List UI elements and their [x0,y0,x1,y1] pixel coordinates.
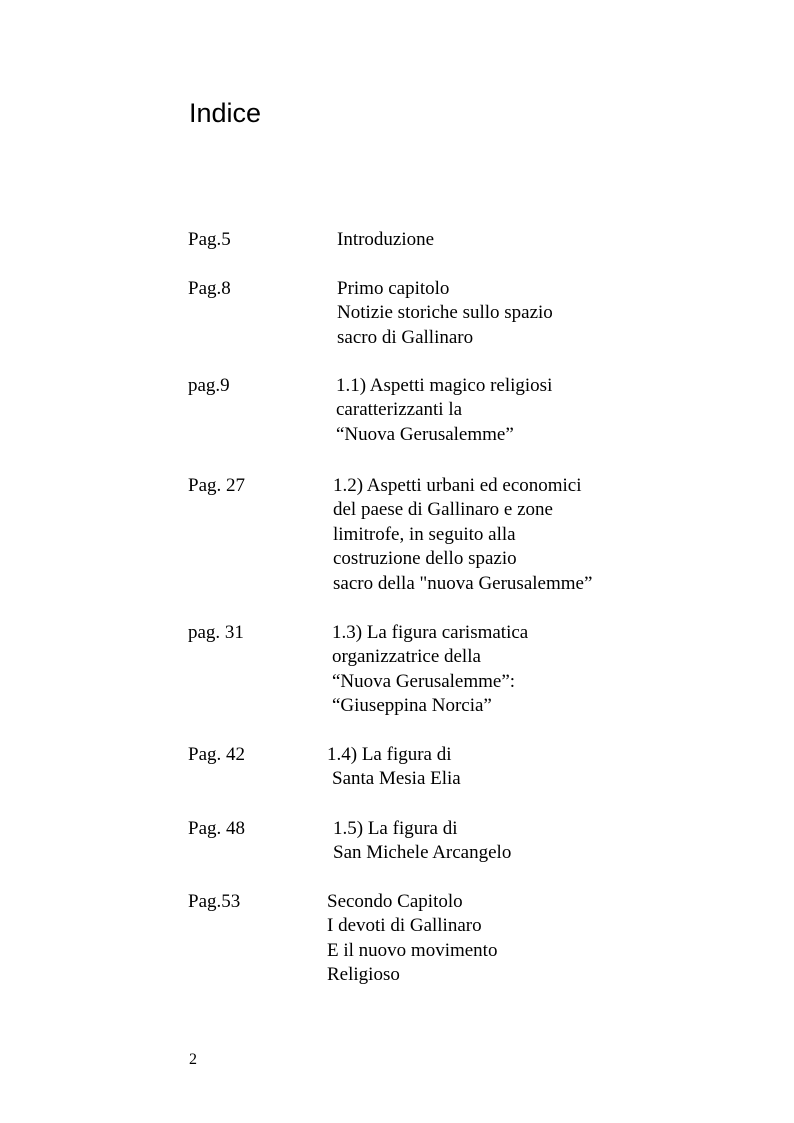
toc-page-ref: Pag.53 [188,891,241,912]
toc-entry-text [332,621,528,719]
toc-line: “Nuova Gerusalemme”: [332,670,516,692]
toc-line: Notizie storiche sullo spazio [337,302,553,324]
toc-line: caratterizzanti la [336,399,463,421]
toc-line: del paese di Gallinaro e zone [333,499,553,521]
toc-line: Santa Mesia Elia [332,768,461,790]
toc-page-ref: Pag.8 [188,278,231,299]
toc-line: 1.5) La figura di [333,818,458,839]
toc-line: 1.2) Aspetti urbani ed economici [333,475,582,496]
toc-line: Secondo Capitolo [327,891,463,912]
toc-line: E il nuovo movimento [327,939,498,961]
toc-page-ref: Pag. 48 [188,818,245,839]
toc-line: Religioso [327,964,400,986]
toc-line: Introduzione [337,229,435,250]
toc-line: 1.4) La figura di [327,744,452,765]
toc-page-ref: Pag. 42 [188,744,245,765]
toc-page-ref: Pag.5 [188,229,231,250]
toc-line: 1.3) La figura carismatica [332,622,529,643]
toc-entry-text [333,474,592,596]
toc-page-ref: pag.9 [188,375,230,396]
page-number: 2 [189,1051,197,1068]
toc-line: sacro di Gallinaro [337,326,474,348]
toc-entry-text [336,374,552,447]
toc-entry-text [337,228,434,252]
toc-entry-text [333,817,511,866]
toc-entry-text [327,890,497,988]
toc-line: sacro della "nuova Gerusalemme” [333,572,593,594]
toc-line: organizzatrice della [332,646,481,668]
toc-line: Primo capitolo [337,278,450,299]
toc-entry-text [337,277,553,350]
toc-line: San Michele Arcangelo [333,842,512,864]
toc-line: “Giuseppina Norcia” [332,695,492,717]
toc-line: costruzione dello spazio [333,548,517,570]
toc-line: 1.1) Aspetti magico religiosi [336,375,553,396]
page-title: Indice [189,98,262,128]
toc-line: I devoti di Gallinaro [327,915,482,937]
toc-page-ref: pag. 31 [188,622,244,643]
toc-line: limitrofe, in seguito alla [333,523,516,545]
toc-line: “Nuova Gerusalemme” [336,423,514,445]
toc-entry-text [327,743,461,792]
toc-page-ref: Pag. 27 [188,475,245,496]
